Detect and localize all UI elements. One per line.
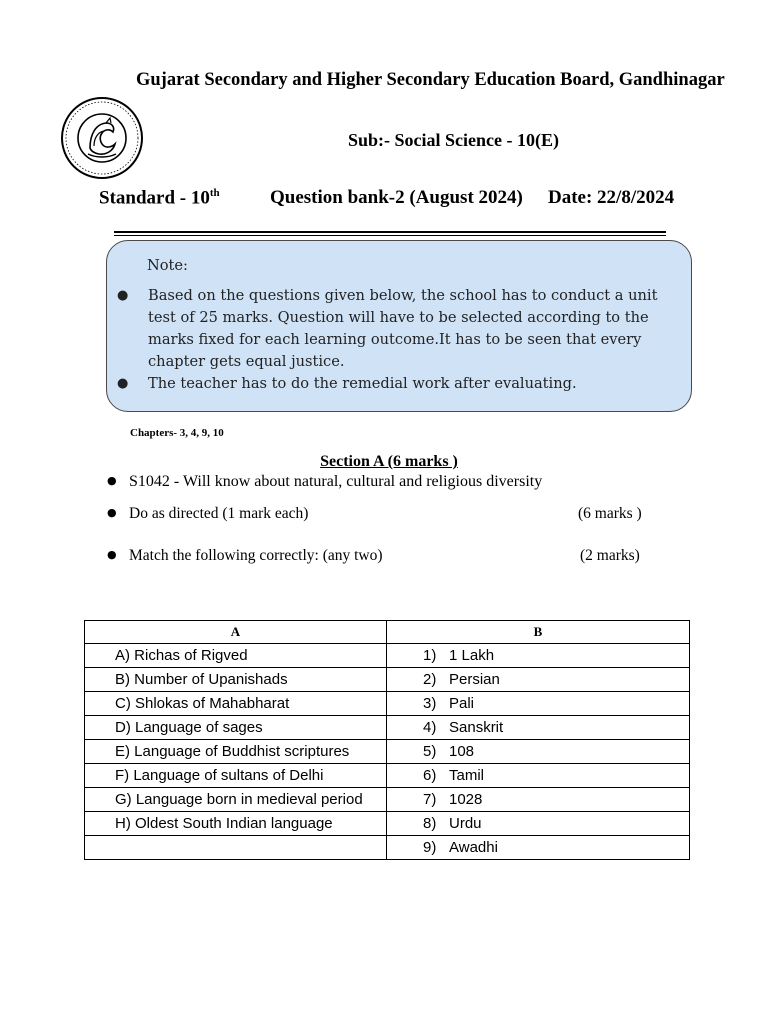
cell-text: B) Number of Upanishads <box>115 671 288 688</box>
column-a-cell <box>85 836 387 860</box>
note-item-text: The teacher has to do the remedial work after evaluating. <box>148 375 577 392</box>
column-a-cell <box>85 716 387 740</box>
table-header-row <box>85 621 690 644</box>
cell-text: 1 Lakh <box>449 647 495 664</box>
option-number: 1) <box>423 647 437 664</box>
bullet-icon: ● <box>107 474 117 487</box>
cell-text: C) Shlokas of Mahabharat <box>115 695 290 712</box>
date-label: Date: 22/8/2024 <box>548 187 675 208</box>
learning-outcome <box>107 473 542 491</box>
learning-outcome-text: S1042 - Will know about natural, cultural and religious diversity <box>129 473 543 490</box>
column-b-cell <box>387 668 690 692</box>
cell-text: D) Language of sages <box>115 719 263 736</box>
cell-text: Pali <box>449 695 475 712</box>
standard-text: Standard - 10 <box>99 187 210 209</box>
option-number: 7) <box>423 791 437 808</box>
standard-label <box>99 187 220 209</box>
column-b-cell <box>387 812 690 836</box>
note-item-text: Based on the questions given below, the school has to conduct a unit test of 25 marks. Question will have to be selected according to the marks fixed for each learning outcome.It has to be seen that every chapter gets equal justice. <box>148 287 658 370</box>
cell-text: 108 <box>449 743 475 760</box>
cell-text: 1028 <box>449 791 483 808</box>
table-row <box>85 740 690 764</box>
cell-text: F) Language of sultans of Delhi <box>115 767 324 784</box>
column-a-cell <box>85 668 387 692</box>
table-row <box>85 812 690 836</box>
cell-text: Sanskrit <box>449 719 504 736</box>
table-row <box>85 716 690 740</box>
bullet-icon: ● <box>117 288 129 303</box>
note-item <box>107 285 693 373</box>
bullet-icon: ● <box>107 548 117 561</box>
match-table <box>84 620 690 860</box>
cell-text: Persian <box>449 671 500 688</box>
option-number: 5) <box>423 743 437 760</box>
board-title: Gujarat Secondary and Higher Secondary Education Board, Gandhinagar <box>136 70 725 90</box>
option-number: 6) <box>423 767 437 784</box>
column-a-cell <box>85 740 387 764</box>
option-number: 8) <box>423 815 437 832</box>
column-a-cell <box>85 692 387 716</box>
column-b-cell <box>387 740 690 764</box>
section-title: Section A (6 marks ) <box>320 453 458 470</box>
table-row <box>85 644 690 668</box>
cell-text: Awadhi <box>449 839 498 856</box>
column-b-cell <box>387 836 690 860</box>
column-b-cell <box>387 716 690 740</box>
table-row <box>85 692 690 716</box>
cell-text: Tamil <box>449 767 485 784</box>
option-number: 2) <box>423 671 437 688</box>
instruction-do-as-directed <box>107 505 308 523</box>
table-row <box>85 764 690 788</box>
note-box <box>106 240 692 412</box>
option-number: 9) <box>423 839 437 856</box>
header-divider-thin <box>114 235 666 236</box>
note-list <box>107 285 693 395</box>
note-item <box>107 373 693 395</box>
standard-superscript: th <box>209 187 220 199</box>
column-b-cell <box>387 764 690 788</box>
column-a-header: A <box>85 621 387 644</box>
note-label: Note: <box>147 257 188 274</box>
column-a-cell <box>85 788 387 812</box>
chapters-label: Chapters- 3, 4, 9, 10 <box>130 427 224 439</box>
marks-label: (2 marks) <box>580 547 640 564</box>
column-a-cell <box>85 644 387 668</box>
cell-text: A) Richas of Rigved <box>115 647 248 664</box>
column-a-cell <box>85 764 387 788</box>
board-seal-logo <box>60 96 144 180</box>
table-row <box>85 836 690 860</box>
column-b-header: B <box>387 621 690 644</box>
table-row <box>85 668 690 692</box>
cell-text: H) Oldest South Indian language <box>115 815 333 832</box>
column-b-cell <box>387 788 690 812</box>
subject-line: Sub:- Social Science - 10(E) <box>348 130 559 150</box>
bullet-icon: ● <box>117 376 129 391</box>
column-b-cell <box>387 692 690 716</box>
header-divider-thick <box>114 231 666 233</box>
instruction-match <box>107 547 383 565</box>
table-row <box>85 788 690 812</box>
cell-text: G) Language born in medieval period <box>115 791 363 808</box>
marks-label: (6 marks ) <box>578 505 642 522</box>
question-bank-label: Question bank-2 (August 2024) <box>270 187 523 208</box>
column-a-cell <box>85 812 387 836</box>
cell-text: E) Language of Buddhist scriptures <box>115 743 350 760</box>
option-number: 3) <box>423 695 437 712</box>
instruction-text: Do as directed (1 mark each) <box>129 505 309 522</box>
cell-text: Urdu <box>449 815 482 832</box>
column-b-cell <box>387 644 690 668</box>
bullet-icon: ● <box>107 506 117 519</box>
instruction-text: Match the following correctly: (any two) <box>129 547 383 564</box>
option-number: 4) <box>423 719 437 736</box>
